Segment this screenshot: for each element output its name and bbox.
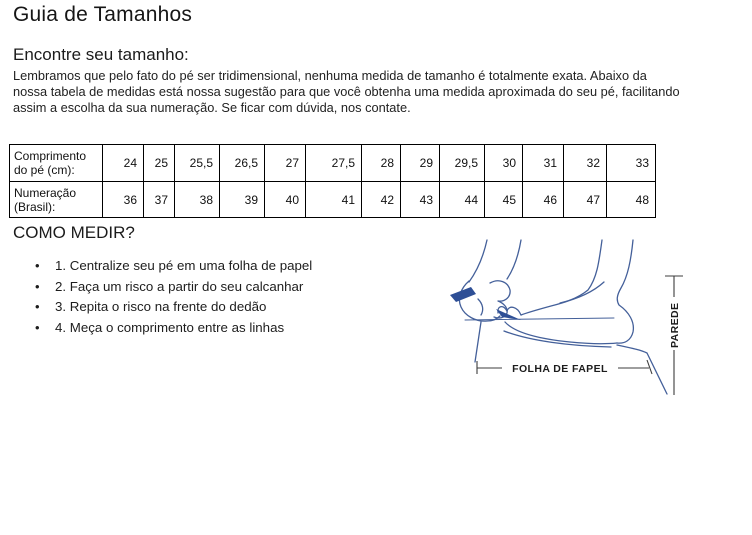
length-cell: 30 — [485, 145, 523, 182]
size-cell: 40 — [265, 182, 306, 218]
intro-line: nossa tabela de medidas está nossa sugestão para que você obtenha uma medida aproximada do seu pé, facilitando — [13, 84, 680, 99]
measure-step: • 4. Meça o comprimento entre as linhas — [14, 318, 312, 339]
size-cell: 37 — [144, 182, 175, 218]
size-cell: 39 — [220, 182, 265, 218]
size-cell: 38 — [175, 182, 220, 218]
size-cell: 36 — [103, 182, 144, 218]
how-to-measure-heading: COMO MEDIR? — [13, 223, 135, 242]
paper-label: FOLHA DE FAPEL — [512, 363, 608, 375]
intro-line: assim a escolha da sua numeração. Se ficar com dúvida, nos contate. — [13, 100, 411, 115]
page-title: Guia de Tamanhos — [13, 3, 193, 26]
length-cell: 28 — [362, 145, 401, 182]
length-cell: 33 — [607, 145, 656, 182]
measure-step: • 3. Repita o risco na frente do dedão — [14, 297, 312, 318]
row-label-lengths: Comprimento do pé (cm): — [10, 145, 103, 182]
length-cell: 27,5 — [306, 145, 362, 182]
size-table — [9, 144, 656, 218]
measure-step: • 2. Faça um risco a partir do seu calcanhar — [14, 277, 312, 298]
length-cell: 25,5 — [175, 145, 220, 182]
intro-paragraph — [13, 68, 680, 116]
row-label-sizes: Numeração (Brasil): — [10, 182, 103, 218]
foot-measuring-drawing — [448, 233, 722, 403]
length-cell: 25 — [144, 145, 175, 182]
size-cell: 48 — [607, 182, 656, 218]
length-cell: 29 — [401, 145, 440, 182]
length-cell: 26,5 — [220, 145, 265, 182]
size-cell: 43 — [401, 182, 440, 218]
size-cell: 44 — [440, 182, 485, 218]
size-cell: 47 — [564, 182, 607, 218]
measure-steps-list — [14, 256, 312, 339]
size-cell: 45 — [485, 182, 523, 218]
table-row-lengths — [10, 145, 656, 182]
measure-illustration — [448, 233, 722, 403]
table-row-sizes — [10, 182, 656, 218]
size-cell: 46 — [523, 182, 564, 218]
length-cell: 32 — [564, 145, 607, 182]
size-cell: 41 — [306, 182, 362, 218]
wall-label: PAREDE — [669, 302, 681, 348]
length-cell: 27 — [265, 145, 306, 182]
size-cell: 42 — [362, 182, 401, 218]
length-cell: 29,5 — [440, 145, 485, 182]
length-cell: 31 — [523, 145, 564, 182]
find-size-heading: Encontre seu tamanho: — [13, 45, 189, 64]
length-cell: 24 — [103, 145, 144, 182]
intro-line: Lembramos que pelo fato do pé ser tridimensional, nenhuma medida de tamanho é totalmente exata. Abaixo da — [13, 68, 647, 83]
measure-step: • 1. Centralize seu pé em uma folha de papel — [14, 256, 312, 277]
dimension-lines — [477, 276, 683, 395]
